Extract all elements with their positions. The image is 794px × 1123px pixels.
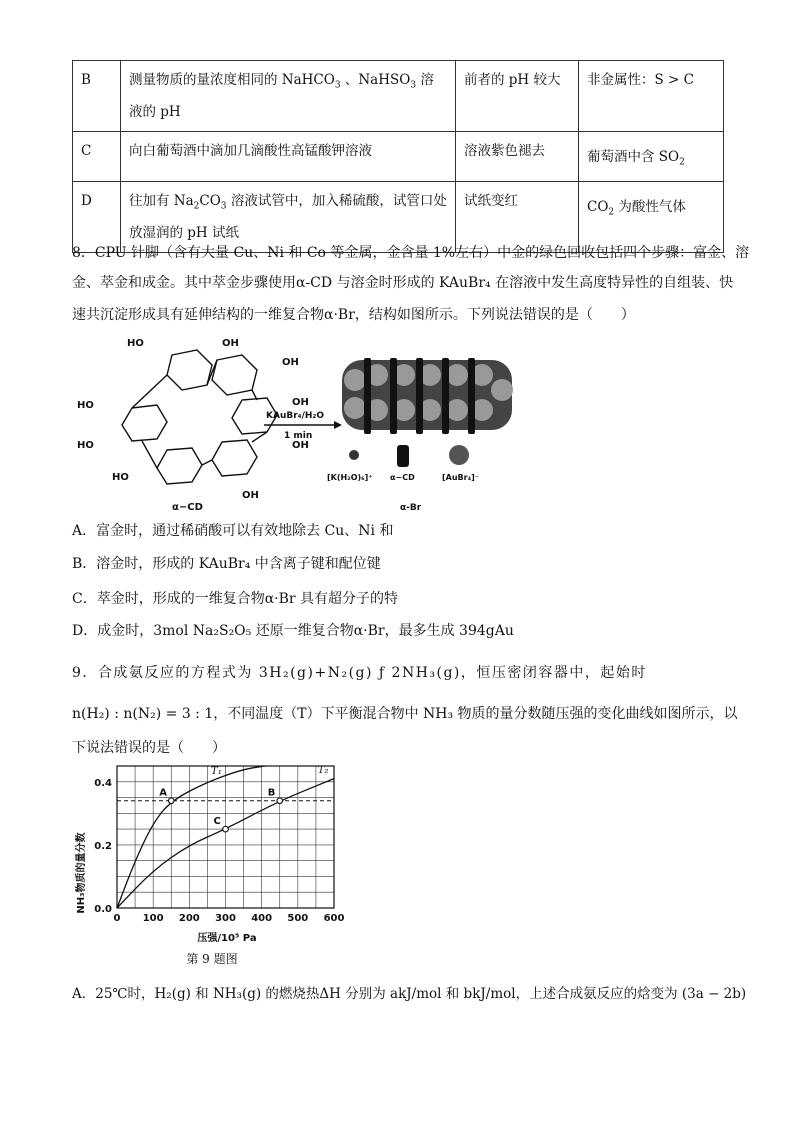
point-label: B [267,787,276,799]
x-tick-label: 500 [287,913,309,924]
ho-label: HO [112,472,129,483]
q9-line-3: 下说法错误的是（ ） [72,740,226,756]
x-tick-label: 600 [323,913,345,924]
y-tick-label: 0.2 [94,840,112,852]
oh-label: OH [292,440,309,451]
q8-line-1: 8．CPU 针脚（含有大量 Cu、Ni 和 Co 等金属，金含量 1%左右）中金的绿色回收包括四个步骤：富金、溶 [72,245,750,261]
q8-option-b: B．溶金时，形成的 KAuBr₄ 中含离子键和配位键 [72,556,381,572]
data-point-c [223,826,229,832]
row-label: C [73,131,121,182]
x-axis-label: 压强/10⁵ Pa [197,933,257,944]
phenomenon-cell: 试纸变红 [456,182,579,253]
operation-cell: 向白葡萄酒中滴加几滴酸性高锰酸钾溶液 [121,131,456,182]
x-tick-label: 300 [215,913,236,924]
series-label: T₂ [317,765,329,777]
operation-cell: 测量物质的量浓度相同的 NaHCO$_3$ 、NaHSO$_3$ 溶 液的 pH [121,61,456,132]
ho-label: HO [77,440,94,451]
q9-line-2: n(H₂) : n(N₂) = 3 : 1，不同温度（T）下平衡混合物中 NH₃ 物质的量分数随压强的变化曲线如图所示，以 [72,706,738,722]
phenomenon-cell: 前者的 pH 较大 [456,61,579,132]
legend-aubr4: [AuBr₄]⁻ [442,473,479,482]
conclusion-cell: 非金属性：S > C [579,61,724,132]
alpha-br-caption: α-Br [400,503,422,513]
x-tick-label: 0 [113,913,121,924]
ho-label: HO [77,400,94,411]
arrow-reagent: KAuBr₄/H₂O [266,411,324,421]
point-label: A [159,787,167,799]
oh-label: OH [222,338,239,349]
data-point-b [277,798,283,804]
arrow-time: 1 min [284,431,313,441]
table-row [73,61,724,132]
row-label: D [73,182,121,253]
y-tick-label: 0.4 [94,777,112,789]
conclusion-cell: 葡萄酒中含 $SO_2$ [579,131,724,182]
aubr4-icon [449,445,469,465]
series-label: T₁ [211,766,222,777]
q8-line-3: 速共沉淀形成具有延伸结构的一维复合物α·Br，结构如图所示。下列说法错误的是（ ） [72,307,635,323]
operation-cell: 往加有 $Na_2CO_3$ 溶液试管中，加入稀硫酸，试管口处 放湿润的 pH 试纸 [121,182,456,253]
q8-option-a: A．富金时，通过稀硝酸可以有效地除去 Cu、Ni 和 [72,523,394,539]
q9-equilibrium-chart [72,758,362,973]
x-tick-label: 400 [251,913,273,924]
point-label: C [213,816,221,828]
alpha-cd-caption: α−CD [172,502,203,513]
q8-line-2: 金、萃金和成金。其中萃金步骤使用α-CD 与溶金时形成的 KAuBr₄ 在溶液中发生高度特异性的自组装、快 [72,275,734,291]
table-row [73,131,724,182]
alpha-br-complex [342,358,513,434]
cd-unit-icon [397,445,409,467]
phenomenon-cell: 溶液紫色褪去 [456,131,579,182]
q9-option-a: A．25℃时，H₂(g) 和 NH₃(g) 的燃烧热ΔH 分别为 akJ/mol 和 bkJ/mol，上述合成氨反应的焓变为 (3a − 2b) [72,986,747,1002]
oh-label: OH [242,490,259,501]
data-point-a [168,798,174,804]
x-tick-label: 200 [178,913,200,924]
q8-option-d: D．成金时，3mol Na₂S₂O₅ 还原一维复合物α·Br，最多生成 394gAu [72,623,514,639]
alpha-cd-ring [122,350,277,484]
x-tick-label: 100 [142,913,164,924]
q8-option-c: C．萃金时，形成的一维复合物α·Br 具有超分子的特 [72,591,399,607]
q8-structure-figure [72,330,732,520]
y-tick-label: 0.0 [94,904,112,915]
legend-k: [K(H₂O)₆]⁺ [327,473,373,482]
oh-label: OH [292,397,309,408]
row-label: B [73,61,121,132]
legend-cd: α−CD [390,473,415,482]
k-ion-icon [349,450,359,460]
y-axis-label: NH₃物质的量分数 [76,832,87,914]
ho-label: HO [127,338,144,349]
oh-label: OH [282,357,299,368]
q9-line-1: 9．合成氨反应的方程式为 3H₂(g)+N₂(g) ƒ 2NH₃(g)，恒压密闭容器中，起始时 [72,665,647,681]
chart-caption: 第 9 题图 [186,952,238,966]
conclusion-cell: $CO_2$ 为酸性气体 [579,182,724,253]
experiment-table [72,60,724,253]
series-line-t1 [117,766,265,908]
